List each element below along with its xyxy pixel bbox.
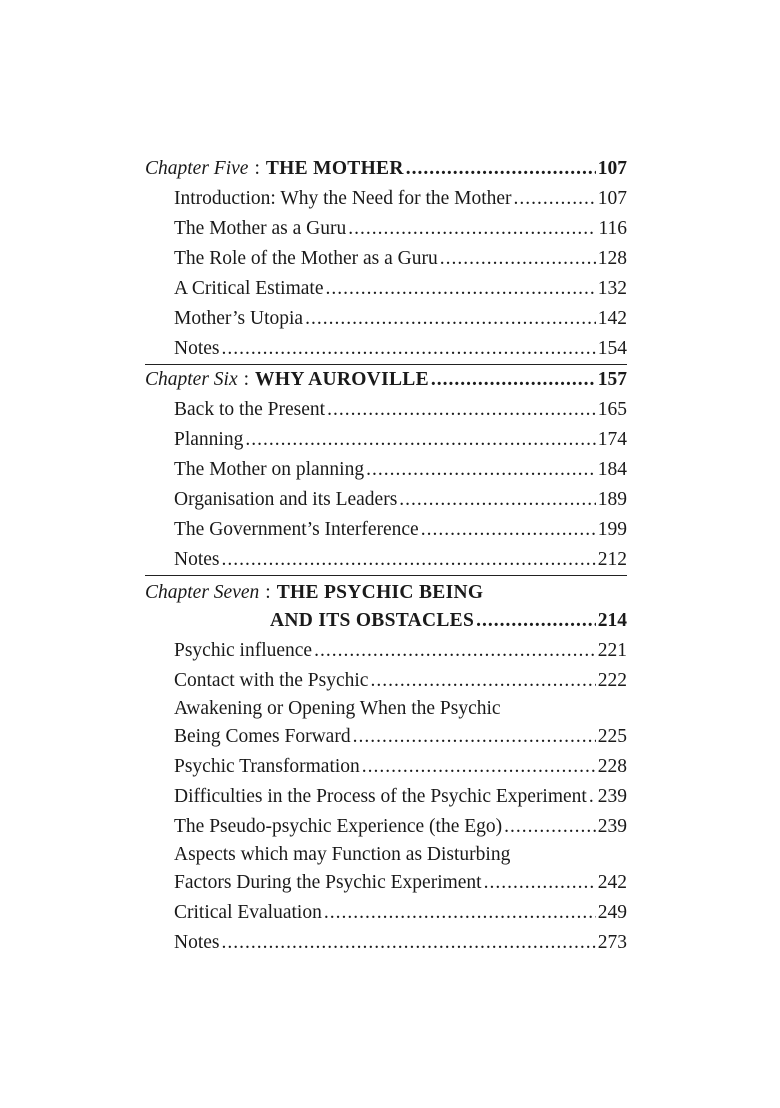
table-of-contents bbox=[145, 154, 627, 958]
dot-leader bbox=[327, 395, 596, 425]
toc-entry[interactable] bbox=[145, 455, 627, 485]
toc-entry[interactable] bbox=[145, 515, 627, 545]
chapter-title-group bbox=[145, 365, 429, 395]
entry-title: Mother’s Utopia bbox=[174, 308, 304, 329]
chapter-label: Chapter Five bbox=[145, 158, 249, 179]
dot-leader bbox=[504, 812, 596, 842]
page-number: 142 bbox=[597, 308, 627, 329]
dot-leader bbox=[325, 274, 595, 304]
toc-entry-continued[interactable] bbox=[145, 868, 627, 898]
chapter-label: Chapter Seven bbox=[145, 582, 260, 603]
page-number: 212 bbox=[597, 549, 627, 570]
toc-entry[interactable] bbox=[145, 782, 627, 812]
dot-leader bbox=[406, 154, 596, 184]
entry-title: A Critical Estimate bbox=[174, 278, 324, 299]
dot-leader bbox=[440, 244, 596, 274]
toc-entry-line1[interactable] bbox=[145, 842, 627, 868]
page-number: 222 bbox=[597, 670, 627, 691]
dot-leader bbox=[366, 455, 596, 485]
page-number: 157 bbox=[597, 369, 627, 390]
toc-entry[interactable] bbox=[145, 395, 627, 425]
page-number: 107 bbox=[597, 188, 627, 209]
entry-title: The Government’s Interference bbox=[174, 519, 419, 540]
toc-entry[interactable] bbox=[145, 666, 627, 696]
entry-title: Critical Evaluation bbox=[174, 902, 322, 923]
page-number: 184 bbox=[597, 459, 627, 480]
dot-leader bbox=[421, 515, 596, 545]
page-number: 249 bbox=[597, 902, 627, 923]
dot-leader bbox=[222, 545, 596, 575]
page-number: 116 bbox=[598, 218, 627, 239]
entry-title: The Mother on planning bbox=[174, 459, 365, 480]
dot-leader bbox=[484, 868, 596, 898]
chapter-title-group bbox=[145, 154, 404, 184]
page-number: 273 bbox=[597, 932, 627, 953]
chapter-title: THE MOTHER bbox=[265, 158, 404, 179]
toc-entry[interactable] bbox=[145, 898, 627, 928]
dot-leader bbox=[589, 782, 596, 812]
entry-title: Contact with the Psychic bbox=[174, 670, 369, 691]
page-number: 239 bbox=[597, 816, 627, 837]
toc-entry[interactable] bbox=[145, 214, 627, 244]
page-number: 199 bbox=[597, 519, 627, 540]
entry-title: Back to the Present bbox=[174, 399, 326, 420]
entry-title-continued: Being Comes Forward bbox=[174, 726, 351, 747]
toc-entry[interactable] bbox=[145, 244, 627, 274]
toc-entry-line1[interactable] bbox=[145, 696, 627, 722]
chapter-separator: : bbox=[254, 158, 260, 179]
dot-leader bbox=[314, 636, 596, 666]
chapter-heading-continued[interactable] bbox=[145, 606, 627, 636]
toc-entry[interactable] bbox=[145, 334, 627, 364]
page-number: 154 bbox=[597, 338, 627, 359]
toc-entry[interactable] bbox=[145, 425, 627, 455]
dot-leader bbox=[353, 722, 596, 752]
entry-title: The Role of the Mother as a Guru bbox=[174, 248, 438, 269]
entry-title: Notes bbox=[174, 932, 220, 953]
entry-title: Awakening or Opening When the Psychic bbox=[174, 698, 501, 719]
dot-leader bbox=[370, 666, 595, 696]
toc-entry[interactable] bbox=[145, 485, 627, 515]
page-number: 107 bbox=[597, 158, 627, 179]
page-number: 132 bbox=[597, 278, 627, 299]
toc-entry[interactable] bbox=[145, 545, 627, 575]
page-number: 242 bbox=[597, 872, 627, 893]
dot-leader bbox=[222, 928, 596, 958]
chapter-label: Chapter Six bbox=[145, 369, 238, 390]
entry-title: Organisation and its Leaders bbox=[174, 489, 398, 510]
entry-title: Notes bbox=[174, 338, 220, 359]
toc-entry-continued[interactable] bbox=[145, 722, 627, 752]
toc-entry[interactable] bbox=[145, 928, 627, 958]
entry-title: Introduction: Why the Need for the Mother bbox=[174, 188, 512, 209]
toc-entry[interactable] bbox=[145, 636, 627, 666]
dot-leader bbox=[399, 485, 595, 515]
chapter-title: WHY AUROVILLE bbox=[255, 369, 429, 390]
page-number: 239 bbox=[597, 786, 627, 807]
entry-title: Difficulties in the Process of the Psychic Experiment bbox=[174, 786, 587, 807]
dot-leader bbox=[245, 425, 595, 455]
chapter-heading[interactable] bbox=[145, 364, 627, 395]
chapter-title-continued: AND ITS OBSTACLES bbox=[270, 610, 475, 631]
entry-title: Psychic influence bbox=[174, 640, 313, 661]
page-number: 225 bbox=[597, 726, 627, 747]
chapter-heading[interactable] bbox=[145, 575, 627, 606]
entry-title: Notes bbox=[174, 549, 220, 570]
dot-leader bbox=[431, 365, 596, 395]
page-number: 221 bbox=[597, 640, 627, 661]
entry-title: Planning bbox=[174, 429, 244, 450]
toc-entry[interactable] bbox=[145, 812, 627, 842]
toc-entry[interactable] bbox=[145, 304, 627, 334]
page-number: 228 bbox=[597, 756, 627, 777]
chapter-heading[interactable] bbox=[145, 154, 627, 184]
entry-title: Aspects which may Function as Disturbing bbox=[174, 844, 511, 865]
page-number: 189 bbox=[597, 489, 627, 510]
dot-leader bbox=[305, 304, 596, 334]
dot-leader bbox=[222, 334, 596, 364]
toc-entry[interactable] bbox=[145, 274, 627, 304]
chapter-title: THE PSYCHIC BEING bbox=[276, 582, 484, 603]
page-number: 214 bbox=[597, 610, 627, 631]
chapter-separator: : bbox=[265, 582, 271, 603]
entry-title: Psychic Transformation bbox=[174, 756, 360, 777]
dot-leader bbox=[476, 606, 596, 636]
page-number: 165 bbox=[597, 399, 627, 420]
dot-leader bbox=[362, 752, 596, 782]
chapter-separator: : bbox=[243, 369, 250, 390]
dot-leader bbox=[348, 214, 596, 244]
page-number: 128 bbox=[597, 248, 627, 269]
dot-leader bbox=[324, 898, 596, 928]
entry-title-continued: Factors During the Psychic Experiment bbox=[174, 872, 482, 893]
entry-title: The Pseudo-psychic Experience (the Ego) bbox=[174, 816, 503, 837]
page-number: 174 bbox=[597, 429, 627, 450]
toc-entry[interactable] bbox=[145, 184, 627, 214]
entry-title: The Mother as a Guru bbox=[174, 218, 347, 239]
dot-leader bbox=[514, 184, 596, 214]
toc-entry[interactable] bbox=[145, 752, 627, 782]
